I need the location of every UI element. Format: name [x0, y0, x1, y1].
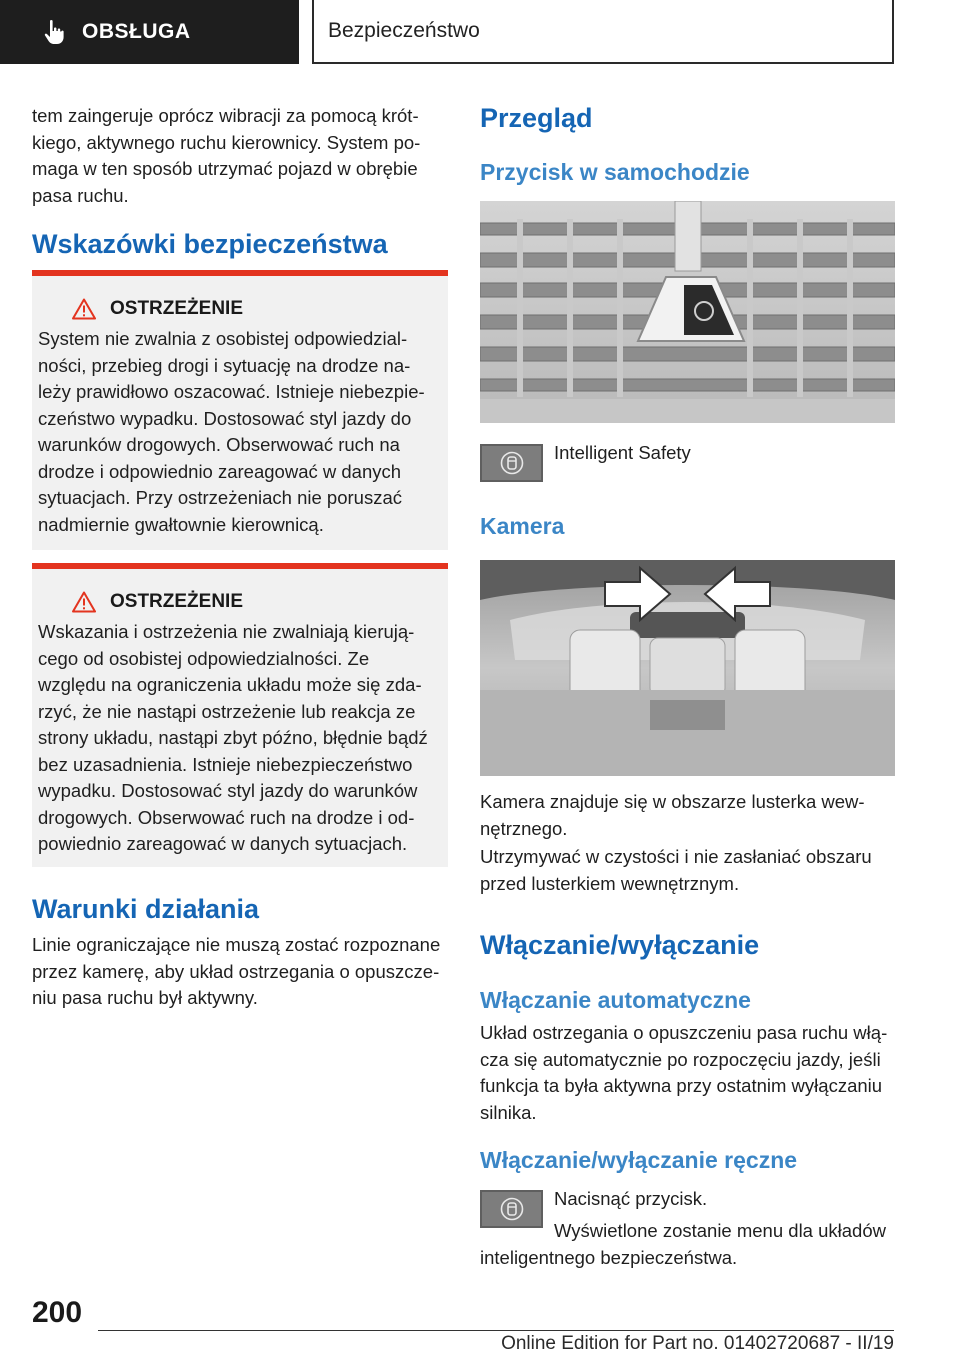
edition-note: Online Edition for Part no. 01402720687 - II/19: [501, 1333, 894, 1354]
intelligent-safety-button[interactable]: [480, 444, 543, 482]
overview-heading: Przegląd: [480, 103, 593, 133]
auto-paragraph: Układ ostrzegania o opuszczeniu pasa ruchu włącza się automatycznie po rozpoczęciu jazdy, jeśli funkcja ta była aktywna przy ostatnim wyłączaniu silnika.: [480, 1022, 888, 1123]
section-tab[interactable]: [0, 0, 299, 64]
onoff-heading: Włączanie/wyłączanie: [480, 930, 760, 960]
camera-location-photo: [480, 560, 895, 776]
section-label: OBSŁUGA: [82, 20, 191, 43]
intro-paragraph: tem zaingeruje oprócz wibracji za pomocą krótkiego, aktywnego ruchu kierownicy. System pomaga w ten sposób utrzymać pojazd w obrębie pasa ruchu.: [32, 105, 421, 206]
warning-box-1: [32, 270, 448, 550]
auto-heading: Włączanie automatyczne: [480, 987, 751, 1013]
warning-title: OSTRZEŻENIE: [110, 591, 244, 612]
manual-step: Nacisnąć przycisk.: [554, 1188, 708, 1209]
conditions-paragraph: Linie ograniczające nie muszą zostać rozpoznane przez kamerę, aby układ ostrzegania o opuszczeniu pasa ruchu był aktywny.: [32, 934, 441, 1008]
camera-paragraph-2: Utrzymywać w czystości i nie zasłaniać obszaru przed lusterkiem wewnętrznym.: [480, 846, 872, 894]
conditions-heading: Warunki działania: [32, 894, 260, 924]
chapter-title: Bezpieczeństwo: [328, 19, 480, 42]
warning-text: Wskazania i ostrzeżenia nie zwalniają kierującego od osobistej odpowiedzialności. Ze względu na ograniczenia układu może się zdarzyć, że nie nastąpi ostrzeżenie lub reakcja ze strony układu, nastąpi zbyt późno, błędnie bądź bez uzasadnienia. Istnieje niebezpieczeństwo wypadku. Dostosować styl jazdy do warunków drogowych. Obserwować ruch na drodze i odpowiednio zareagować w danych sytuacjach.: [38, 621, 428, 854]
button-heading: Przycisk w samochodzie: [480, 159, 750, 185]
warning-box-2: [32, 563, 448, 867]
warning-triangle-icon: [72, 298, 96, 320]
camera-paragraph-1: Kamera znajduje się w obszarze lusterka wewnętrznego.: [480, 791, 865, 839]
safety-heading: Wskazówki bezpieczeństwa: [32, 229, 388, 259]
page-number: 200: [32, 1296, 83, 1329]
button-caption: Intelligent Safety: [554, 442, 691, 463]
pointing-hand-icon: [40, 18, 68, 46]
intelligent-safety-icon: [499, 450, 525, 476]
grille-button-photo: [480, 201, 895, 423]
footer-rule: [98, 1330, 894, 1331]
warning-triangle-icon: [72, 591, 96, 613]
chapter-header: [312, 0, 894, 64]
warning-text: System nie zwalnia z osobistej odpowiedzialności, przebieg drogi i sytuację na drodze należy prawidłowo oszacować. Istnieje niebezpieczeństwo wypadku. Dostosować styl jazdy do warunków drogowych. Obserwować ruch na drodze i odpowiednio zareagować w danych sytuacjach. Przy ostrzeżeniach nie poruszać nadmiernie gwałtownie kierownicą.: [38, 328, 425, 535]
camera-heading: Kamera: [480, 513, 565, 539]
manual-heading: Włączanie/wyłączanie ręczne: [480, 1147, 798, 1173]
warning-title: OSTRZEŻENIE: [110, 298, 244, 319]
manual-result: Wyświetlone zostanie menu dla układów inteligentnego bezpieczeństwa.: [480, 1220, 886, 1268]
